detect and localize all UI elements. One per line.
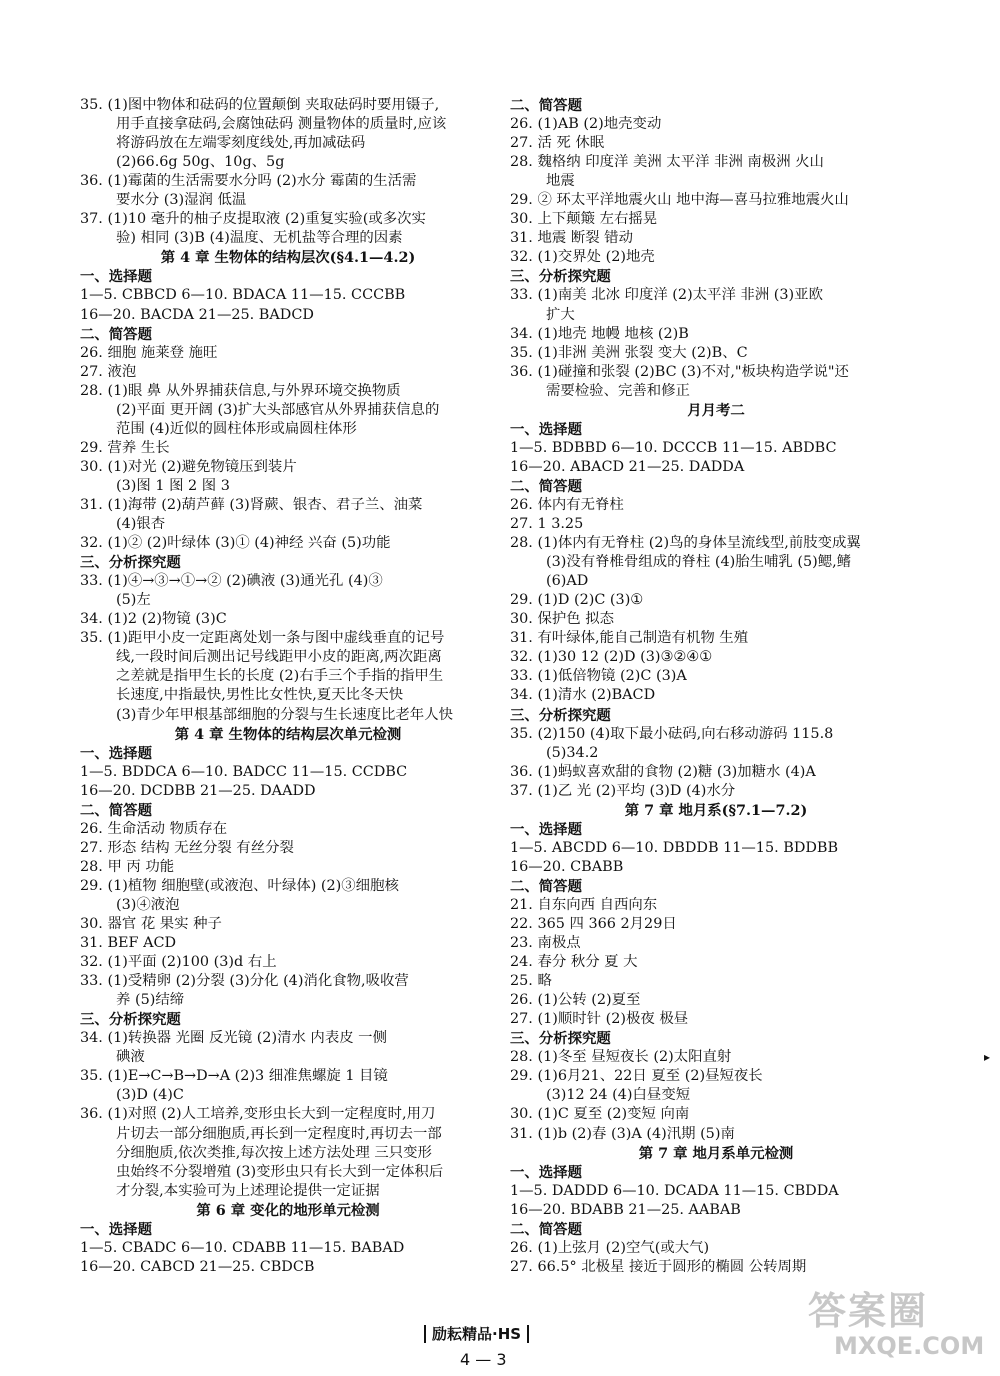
answer-line: 虫始终不分裂增殖 (3)变形虫只有长大到一定体积后 [116,1163,444,1180]
answer-line: 33. (1)低倍物镜 (2)C (3)A [510,668,687,685]
subsection-heading: 三、分析探究题 [80,554,181,572]
answer-line: 16—20. ABACD 21—25. DADDA [510,458,745,475]
answer-line: 25. 略 [510,973,552,990]
answer-line: 26. (1)公转 (2)夏至 [510,992,641,1009]
answer-line: 21. 自东向西 自西向东 [510,896,658,913]
answer-line: 1—5. CBBCD 6—10. BDACA 11—15. CCCBB [80,287,406,304]
answer-line: 26. 体内有无脊柱 [510,496,624,513]
answer-line: 31. BEF ACD [80,935,177,952]
answer-line: 35. (1)图中物体和砝码的位置颠倒 夹取砝码时要用镊子, [80,97,440,113]
answer-line: 32. (1)30 12 (2)D (3)③②④① [510,649,713,666]
answer-line: 要水分 (3)湿润 低温 [116,192,247,209]
answer-line: 32. (1)平面 (2)100 (3)d 右上 [80,954,277,971]
answer-line: 36. (1)对照 (2)人工培养,变形虫长大到一定程度时,用刀 [80,1106,436,1123]
answer-line: 35. (1)E→C→B→D→A (2)3 细准焦螺旋 1 目镜 [80,1068,388,1085]
answer-line: (5)34.2 [546,744,599,761]
answer-line: 27. 形态 结构 无丝分裂 有丝分裂 [80,839,294,856]
answer-line: 线,一段时间后测出记号线距甲小皮的距离,两次距离 [116,649,442,666]
answer-line: 碘液 [116,1049,145,1066]
section-heading: 第 6 章 变化的地形单元检测 [196,1201,380,1219]
answer-line: 1—5. BDDCA 6—10. BADCC 11—15. CCDBC [80,763,408,780]
watermark-title: 答案圈 [808,1289,929,1333]
answer-line: 26. 细胞 施莱登 施旺 [80,344,218,361]
answer-line: (3)D (4)C [116,1087,184,1104]
answer-line: 32. (1)② (2)叶绿体 (3)① (4)神经 兴奋 (5)功能 [80,535,391,552]
answer-line: 30. 器官 花 果实 种子 [80,916,222,933]
subsection-heading: 一、选择题 [80,744,152,762]
answer-line: 将游码放在左端零刻度线处,再加减砝码 [116,135,366,152]
subsection-heading: 三、分析探究题 [510,268,611,286]
answer-line: 28. 魏格纳 印度洋 美洲 太平洋 非洲 南极洲 火山 [510,154,824,171]
answer-line: 养 (5)结缔 [116,992,185,1009]
answer-line: 30. 上下颠簸 左右摇晃 [510,211,658,228]
right-column [510,96,922,1277]
answer-line: 27. 66.5° 北极星 接近于圆形的椭圆 公转周期 [510,1258,807,1275]
subsection-heading: 二、简答题 [510,477,582,495]
section-heading: 第 7 章 地月系单元检测 [638,1144,794,1162]
answer-line: 31. (1)海带 (2)葫芦藓 (3)肾蕨、银杏、君子兰、油菜 [80,496,423,513]
answer-line: 31. 地震 断裂 错动 [510,230,633,247]
answer-line: 27. 液泡 [80,363,137,380]
subsection-heading: 三、分析探究题 [510,1030,611,1048]
side-marker: ▸ [984,1050,991,1064]
answer-line: 35. (2)150 (4)取下最小砝码,向右移动游码 115.8 [510,725,834,742]
answer-line: 36. (1)蚂蚁喜欢甜的食物 (2)糖 (3)加糖水 (4)A [510,763,816,780]
answer-line: 26. (1)AB (2)地壳变动 [510,116,662,133]
answer-line: 16—20. BACDA 21—25. BADCD [80,306,314,323]
watermark-url: MXQE.COM [834,1332,985,1360]
answer-line: 35. (1)距甲小皮一定距离处划一条与图中虚线垂直的记号 [80,630,445,647]
answer-line: (3)图 1 图 2 图 3 [116,477,230,494]
answer-line: 34. (1)地壳 地幔 地核 (2)B [510,325,689,342]
answer-line: 22. 365 四 366 2月29日 [510,916,677,933]
answer-line: 30. (1)C 夏至 (2)变短 向南 [510,1106,690,1123]
subsection-heading: 一、选择题 [510,420,582,438]
section-heading: 月月考二 [687,401,745,419]
answer-line: (3)④液泡 [116,896,180,913]
answer-line: 27. 活 死 休眠 [510,135,605,152]
section-heading: 第 7 章 地月系(§7.1—7.2) [624,801,808,819]
subsection-heading: 一、选择题 [510,1163,582,1181]
section-heading: 第 4 章 生物体的结构层次(§4.1—4.2) [160,249,416,267]
answer-line: 26. (1)上弦月 (2)空气(或大气) [510,1239,710,1256]
answer-line: 30. 保护色 拟态 [510,611,614,628]
answer-line: 分细胞质,依次类推,每次按上述方法处理 三只变形 [116,1144,432,1161]
answer-line: 16—20. DCDBB 21—25. DAADD [80,782,316,799]
answer-line: 范围 (4)近似的圆柱体形或扁圆柱体形 [116,420,357,437]
answer-line: 29. (1)植物 细胞壁(或液泡、叶绿体) (2)③细胞核 [80,877,399,894]
answer-line: 16—20. BDABB 21—25. AABAB [510,1201,741,1218]
series-logo: 励耘精品·HS [424,1325,529,1343]
answer-line: 长速度,中指最快,男性比女性快,夏天比冬天快 [116,687,404,704]
subsection-heading: 一、选择题 [80,1220,152,1238]
answer-line: 片切去一部分细胞质,再长到一定程度时,再切去一部 [116,1125,442,1142]
answer-line: 31. 有叶绿体,能自己制造有机物 生殖 [510,630,749,647]
answer-line: 1—5. BDBBD 6—10. DCCCB 11—15. ABDBC [510,439,837,456]
answer-line: 1—5. CBADC 6—10. CDABB 11—15. BABAD [80,1239,405,1256]
section-heading: 第 4 章 生物体的结构层次单元检测 [174,725,402,743]
answer-line: (5)左 [116,592,151,609]
answer-line: 24. 春分 秋分 夏 大 [510,954,638,971]
answer-line: 33. (1)南美 北冰 印度洋 (2)太平洋 非洲 (3)亚欧 [510,287,823,304]
answer-line: 37. (1)乙 光 (2)平均 (3)D (4)水分 [510,782,736,799]
answer-line: 33. (1)④→③→①→② (2)碘液 (3)通光孔 (4)③ [80,573,383,590]
answer-line: 34. (1)2 (2)物镜 (3)C [80,611,227,628]
answer-line: 1—5. DADDD 6—10. DCADA 11—15. CBDDA [510,1182,839,1199]
answer-line: 16—20. CABCD 21—25. CBDCB [80,1258,315,1275]
answer-line: 31. (1)b (2)春 (3)A (4)汛期 (5)南 [510,1125,735,1142]
answer-line: 29. ② 环太平洋地震火山 地中海—喜马拉雅地震火山 [510,192,849,209]
answer-line: 27. (1)顺时针 (2)极夜 极昼 [510,1011,689,1028]
answer-line: 28. 甲 丙 功能 [80,858,175,875]
subsection-heading: 三、分析探究题 [80,1011,181,1029]
answer-line: 1—5. ABCDD 6—10. DBDDB 11—15. BDDBB [510,839,839,856]
answer-line: 34. (1)清水 (2)BACD [510,687,656,704]
answer-line: 34. (1)转换器 光圈 反光镜 (2)清水 内表皮 一侧 [80,1030,387,1047]
answer-line: 29. (1)D (2)C (3)① [510,592,644,609]
answer-line: 用手直接拿砝码,会腐蚀砝码 测量物体的质量时,应该 [116,116,447,133]
answer-line: 36. (1)霉菌的生活需要水分吗 (2)水分 霉菌的生活需 [80,173,417,190]
answer-line: 37. (1)10 毫升的柚子皮提取液 (2)重复实验(或多次实 [80,211,426,228]
answer-line: 验) 相同 (3)B (4)温度、无机盐等合理的因素 [116,230,403,247]
subsection-heading: 一、选择题 [510,820,582,838]
subsection-heading: 一、选择题 [80,268,152,286]
answer-line: (4)银杏 [116,516,166,533]
answer-line: (3)没有脊椎骨组成的脊柱 (4)胎生哺乳 (5)鳃,鳍 [546,554,852,571]
subsection-heading: 二、简答题 [80,801,152,819]
answer-line: (2)平面 更开阔 (3)扩大头部感官从外界捕获信息的 [116,401,440,418]
answer-line: (3)青少年甲根基部细胞的分裂与生长速度比老年人快 [116,706,453,723]
subsection-heading: 二、简答题 [510,97,582,114]
answer-line: (3)12 24 (4)白昼变短 [546,1087,691,1104]
answer-line: 26. 生命活动 物质存在 [80,820,228,837]
answer-line: 36. (1)碰撞和张裂 (2)BC (3)不对,"板块构造学说"还 [510,363,849,380]
answer-line: 才分裂,本实验可为上述理论提供一定证据 [116,1182,380,1199]
answer-line: 地震 [546,173,575,190]
answer-line: 28. (1)冬至 昼短夜长 (2)太阳直射 [510,1049,732,1066]
subsection-heading: 二、简答题 [510,1220,582,1238]
watermark [808,1290,994,1370]
answer-line: (2)66.6g 50g、10g、5g [116,154,285,171]
answer-line: 16—20. CBABB [510,858,624,875]
answer-line: 28. (1)体内有无脊柱 (2)鸟的身体呈流线型,前肢变成翼 [510,535,861,552]
answer-line: 27. 1 3.25 [510,516,584,533]
answer-line: (6)AD [546,573,589,590]
answer-line: 32. (1)交界处 (2)地壳 [510,249,655,266]
subsection-heading: 二、简答题 [80,325,152,343]
answer-line: 之差就是指甲生长的长度 (2)右手三个手指的指甲生 [116,668,444,685]
answer-line: 30. (1)对光 (2)避免物镜压到装片 [80,458,297,475]
answer-line: 35. (1)非洲 美洲 张裂 变大 (2)B、C [510,344,748,361]
answer-line: 28. (1)眼 鼻 从外界捕获信息,与外界环境交换物质 [80,382,401,399]
subsection-heading: 二、简答题 [510,877,582,895]
page-number: 4 — 3 [460,1350,507,1369]
answer-line: 23. 南极点 [510,935,581,952]
answer-line: 扩大 [546,306,575,323]
left-column [80,96,496,1277]
answer-line: 29. 营养 生长 [80,439,170,456]
answer-line: 29. (1)6月21、22日 夏至 (2)昼短夜长 [510,1068,763,1085]
answer-line: 33. (1)受精卵 (2)分裂 (3)分化 (4)消化食物,吸收营 [80,973,409,990]
subsection-heading: 三、分析探究题 [510,706,611,724]
answer-line: 需要检验、完善和修正 [546,382,690,399]
